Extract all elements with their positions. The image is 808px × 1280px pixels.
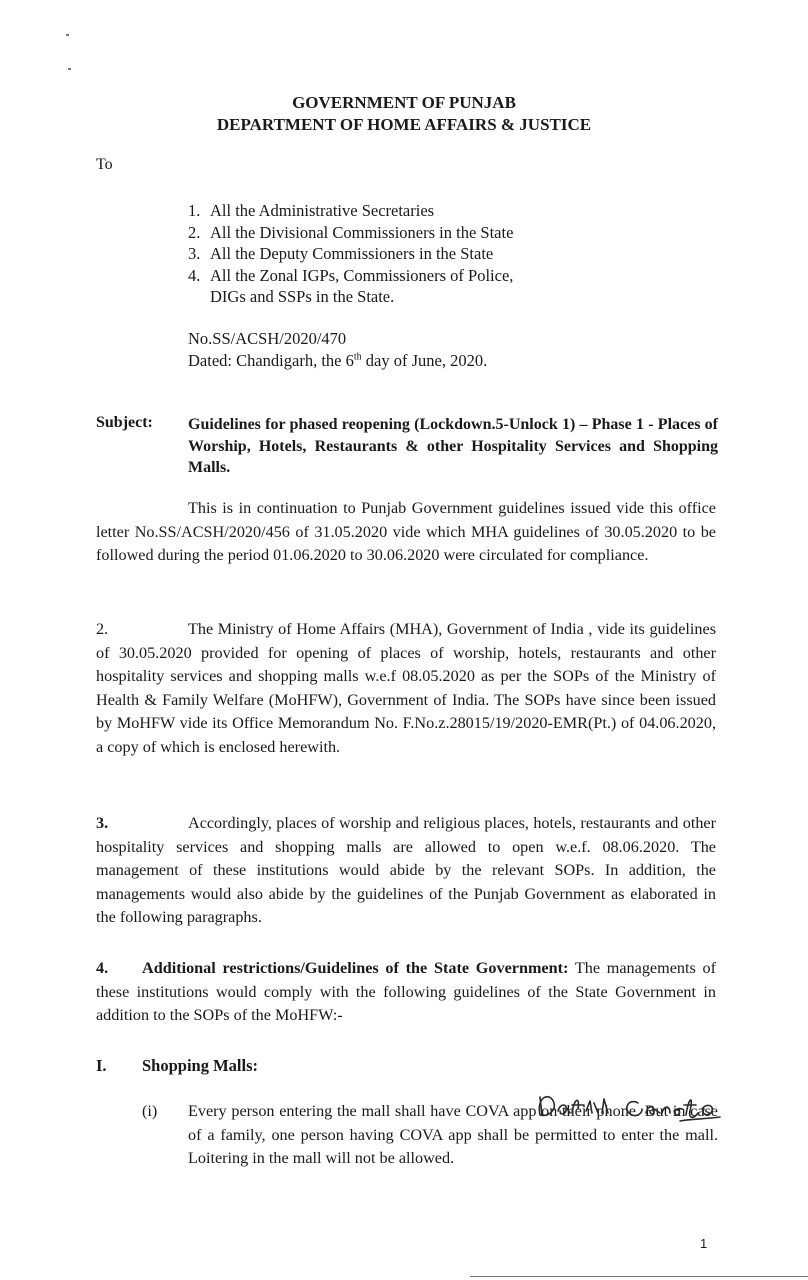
paragraph-1: This is in continuation to Punjab Government guidelines issued vide this office letter No.SS/ACSH/2020/456 of 31.05.2020 vide which MHA guidelines of 30.05.2020 to be followed during the period 01.06.2020 to 30.06.2020 were circulated for compliance. bbox=[96, 499, 716, 564]
scan-speck bbox=[68, 68, 71, 70]
page-number: 1 bbox=[700, 1236, 708, 1251]
to-label: To bbox=[96, 156, 113, 173]
addressee-text: All the Zonal IGPs, Commissioners of Police, bbox=[210, 265, 514, 285]
date-suffix: day of June, 2020. bbox=[361, 351, 488, 370]
section-number: I. bbox=[96, 1056, 107, 1075]
item-text: Every person entering the mall shall have COVA app on their phone. But in case of a family, one person having COVA app shall be permitted to enter the mall. Loitering in the mall will not be allowed. bbox=[188, 1102, 718, 1167]
paragraph-2 bbox=[96, 618, 716, 759]
addressee-item bbox=[188, 200, 513, 222]
paragraph-4-number: 4. bbox=[96, 959, 109, 977]
addressee-text: DIGs and SSPs in the State. bbox=[210, 287, 395, 306]
date-superscript: th bbox=[353, 351, 362, 363]
addressee-number: 2. bbox=[188, 222, 201, 242]
reference-date bbox=[188, 351, 487, 371]
date-prefix: Dated: Chandigarh, the 6 bbox=[188, 351, 354, 370]
header-line-2: DEPARTMENT OF HOME AFFAIRS & JUSTICE bbox=[216, 115, 592, 134]
subject-label: Subject: bbox=[96, 414, 153, 431]
header-line-1: GOVERNMENT OF PUNJAB bbox=[292, 93, 516, 112]
handwritten-signature bbox=[530, 1085, 760, 1127]
item-number: (i) bbox=[142, 1102, 158, 1120]
reference-number: No.SS/ACSH/2020/470 bbox=[188, 329, 347, 348]
paragraph-2-text: The Ministry of Home Affairs (MHA), Government of India , vide its guidelines of 30.05.2020 provided for opening of places of worship, hotels, restaurants and other hospitality services and shopping malls w.e.f 08.05.2020 as per the SOPs of the Ministry of Health & Family Welfare (MoHFW), Government of India. The SOPs have since been issued by MoHFW vide its Office Memorandum No. F.No.z.28015/19/2020-EMR(Pt.) of 04.06.2020, a copy of which is enclosed herewith. bbox=[96, 620, 716, 756]
addressee-item bbox=[188, 286, 513, 308]
paragraph-4-text: The managements of these institutions would comply with the following guidelines of the State Government in addition to the SOPs of the MoHFW:- bbox=[96, 959, 716, 1024]
paragraph-3-number: 3. bbox=[96, 814, 109, 832]
addressee-list bbox=[188, 200, 513, 308]
addressee-number: 4. bbox=[188, 265, 201, 285]
paragraph-4 bbox=[96, 957, 716, 1028]
addressee-text: All the Deputy Commissioners in the State bbox=[210, 244, 494, 263]
section-title: Shopping Malls: bbox=[142, 1056, 258, 1075]
subject-text: Guidelines for phased reopening (Lockdown.5-Unlock 1) – Phase 1 - Places of Worship, Hotels, Restaurants & other Hospitality Services and Shopping Malls. bbox=[188, 416, 718, 476]
paragraph-4-heading: Additional restrictions/Guidelines of the State Government: bbox=[142, 959, 569, 977]
addressee-item bbox=[188, 265, 513, 287]
addressee-number: 3. bbox=[188, 244, 201, 263]
paragraph-3-text: Accordingly, places of worship and religious places, hotels, restaurants and other hospitality services and shopping malls are allowed to open w.e.f. 08.06.2020. The management of these institutions would abide by the relevant SOPs. In addition, the managements would also abide by the guidelines of the Punjab Government as elaborated in the following paragraphs. bbox=[96, 814, 716, 926]
paragraph-2-number: 2. bbox=[96, 620, 109, 638]
scan-speck bbox=[66, 34, 69, 36]
paragraph-3 bbox=[96, 812, 716, 930]
addressee-text: All the Administrative Secretaries bbox=[210, 201, 435, 220]
addressee-item bbox=[188, 243, 513, 265]
addressee-item bbox=[188, 222, 513, 244]
addressee-text: All the Divisional Commissioners in the State bbox=[210, 222, 514, 242]
addressee-number: 1. bbox=[188, 201, 201, 220]
footer-rule bbox=[470, 1276, 808, 1277]
